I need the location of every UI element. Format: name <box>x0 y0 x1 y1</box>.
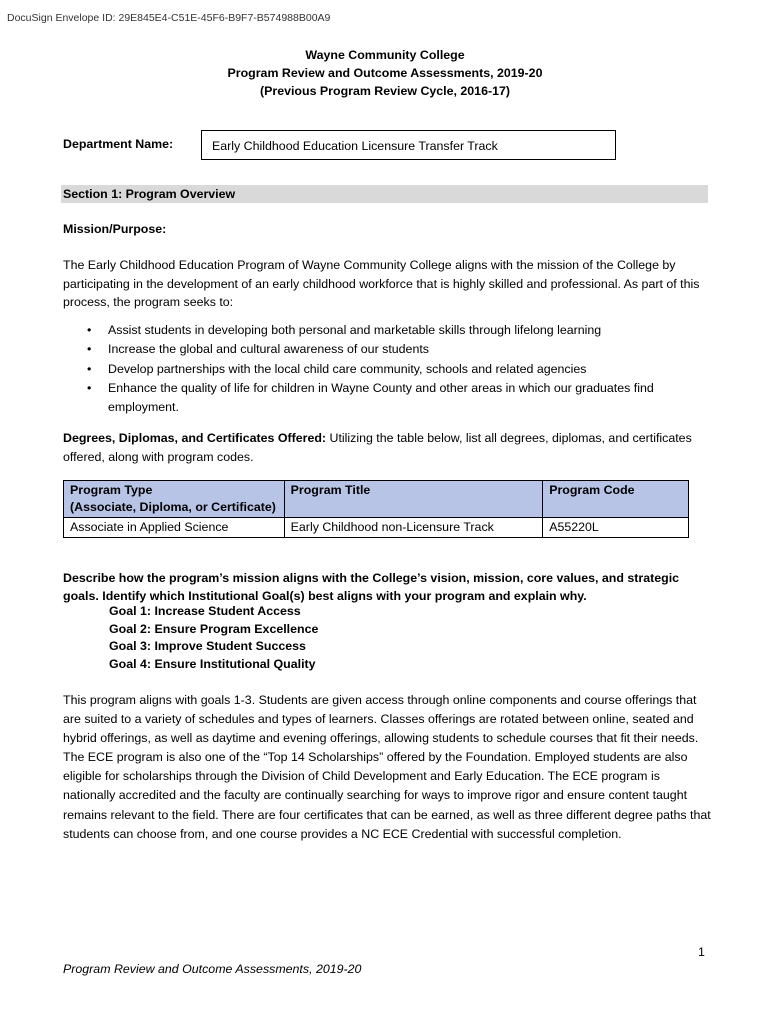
document-title: Program Review and Outcome Assessments, 2019-20 <box>227 66 543 80</box>
goal-item: Goal 4: Ensure Institutional Quality <box>109 656 316 671</box>
goal-item: Goal 2: Ensure Program Excellence <box>109 621 319 636</box>
table-row <box>64 518 689 538</box>
mission-text: The Early Childhood Education Program of Wayne Community College aligns with the mission of the College by participating in the development of an early childhood workforce that is highly skilled and professional. As part of this process, the program seeks to: <box>63 258 700 309</box>
page-number: 1 <box>698 945 705 959</box>
list-item: • Enhance the quality of life for children in Wayne County and other areas in which our graduates find employment. <box>63 379 703 418</box>
table-header-row <box>64 481 689 518</box>
college-name: Wayne Community College <box>305 48 465 62</box>
section-heading: Section 1: Program Overview <box>61 185 708 203</box>
table-cell: A55220L <box>543 518 689 538</box>
footer-text: Program Review and Outcome Assessments, 2019-20 <box>63 962 362 976</box>
column-header-program-type: Program Type (Associate, Diploma, or Certificate) <box>64 481 285 518</box>
list-item: • Assist students in developing both personal and marketable skills through lifelong learning <box>63 321 703 340</box>
goals-prompt: Describe how the program’s mission aligns with the College’s vision, mission, core values, and strategic goals. Identify which Institutional Goal(s) best aligns with your program and explain why. <box>63 571 680 603</box>
docusign-envelope-id: DocuSign Envelope ID: 29E845E4-C51E-45F6-B9F7-B574988B00A9 <box>7 12 331 24</box>
degrees-heading: Degrees, Diplomas, and Certificates Offered: <box>63 431 327 445</box>
degrees-paragraph <box>63 429 713 466</box>
alignment-text: This program aligns with goals 1-3. Students are given access through online components and course offerings that are suited to a variety of schedules and types of learners. Classes offerings are rotated between online, seated and hybrid offerings, as well as daytime and evening offerings, allowing students to schedule courses that fit their needs. The ECE program is also one of the “Top 14 Scholarships” offered by the Foundation. Employed students are also eligible for scholarships through the Division of Child Development and Early Education. The ECE program is nationally accredited and the faculty are continually searching for ways to improve rigor and ensure content taught remains relevant to the field. There are four certificates that can be earned, as well as three different degree paths that students can choose from, and one course provides a NC ECE Credential with successful completion. <box>63 693 711 841</box>
list-item: • Develop partnerships with the local child care community, schools and related agencies <box>63 360 703 379</box>
degrees-instructions: Utilizing the table below, list all degrees, diplomas, and certificates offered, along with program codes. <box>63 431 692 464</box>
department-name-field: Early Childhood Education Licensure Transfer Track <box>201 130 616 160</box>
goal-item: Goal 3: Improve Student Success <box>109 639 306 653</box>
department-label: Department Name: <box>63 137 174 151</box>
institutional-goals <box>109 603 318 673</box>
programs-table <box>63 480 689 538</box>
column-header-program-title: Program Title <box>284 481 543 518</box>
column-header-program-code: Program Code <box>543 481 689 518</box>
mission-heading: Mission/Purpose: <box>63 222 167 236</box>
previous-cycle: (Previous Program Review Cycle, 2016-17) <box>260 84 510 98</box>
mission-bullets <box>63 321 703 417</box>
list-item: • Increase the global and cultural awareness of our students <box>63 340 703 359</box>
table-cell: Early Childhood non-Licensure Track <box>284 518 543 538</box>
goal-item: Goal 1: Increase Student Access <box>109 604 301 618</box>
table-cell: Associate in Applied Science <box>64 518 285 538</box>
